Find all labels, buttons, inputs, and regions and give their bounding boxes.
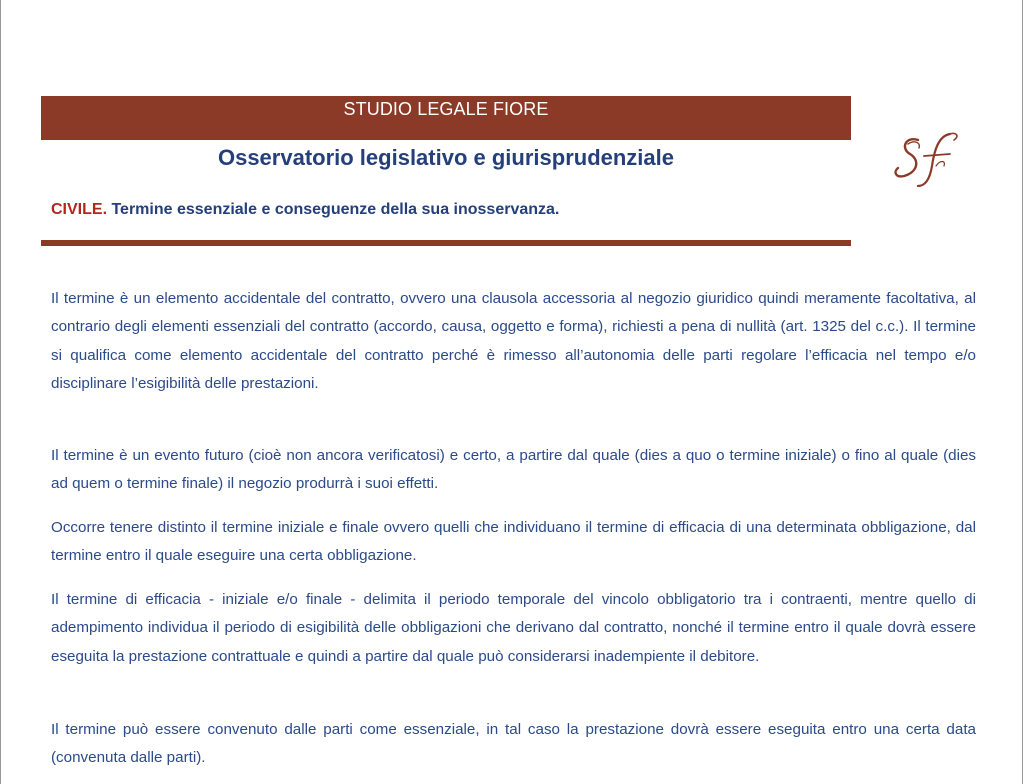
- body-paragraph: Il termine di efficacia - iniziale e/o finale - delimita il periodo temporale del vincolo obbligatorio tra i contraenti, mentre quello di adempimento individua il periodo di esigibilità delle obbligazioni che derivano dal contratto, nonché il termine entro il quale dovrà essere eseguita la prestazione contrattuale e quindi a partire dal quale può considerarsi inadempiente il debitore.: [51, 591, 976, 665]
- page-right-edge: [1022, 0, 1023, 784]
- section-divider: [41, 240, 851, 246]
- body-paragraph: Il termine può essere convenuto dalle parti come essenziale, in tal caso la prestazione dovrà essere eseguita entro una certa data (convenuta dalle parti).: [51, 721, 976, 767]
- page-title: Osservatorio legislativo e giurisprudenziale: [217, 145, 675, 170]
- sf-monogram-logo: [888, 126, 968, 190]
- section-category: CIVILE.: [51, 201, 108, 218]
- body-paragraph: Il termine è un elemento accidentale del contratto, ovvero una clausola accessoria al negozio giuridico quindi meramente facoltativa, al contrario degli elementi essenziali del contratto (accordo, causa, oggetto e forma), richiesti a pena di nullità (art. 1325 del c.c.). Il termine si qualifica come elemento accidentale del contratto perché è rimesso all’autonomia delle parti regolare l’efficacia nel tempo e/o disciplinare l’esigibilità delle prestazioni.: [51, 290, 976, 392]
- body-paragraph: Occorre tenere distinto il termine iniziale e finale ovvero quelli che individuano il termine di efficacia di una determinata obbligazione, dal termine entro il quale eseguire una certa obbligazione.: [51, 519, 976, 565]
- firm-name: STUDIO LEGALE FIORE: [343, 99, 549, 119]
- section-subject: Termine essenziale e conseguenze della sua inosservanza.: [111, 201, 560, 218]
- page-left-edge: [0, 0, 1, 784]
- body-paragraph: Il termine è un evento futuro (cioè non ancora verificatosi) e certo, a partire dal quale (dies a quo o termine iniziale) o fino al quale (dies ad quem o termine finale) il negozio produrrà i suoi effetti.: [51, 447, 976, 493]
- section-heading: [51, 199, 559, 221]
